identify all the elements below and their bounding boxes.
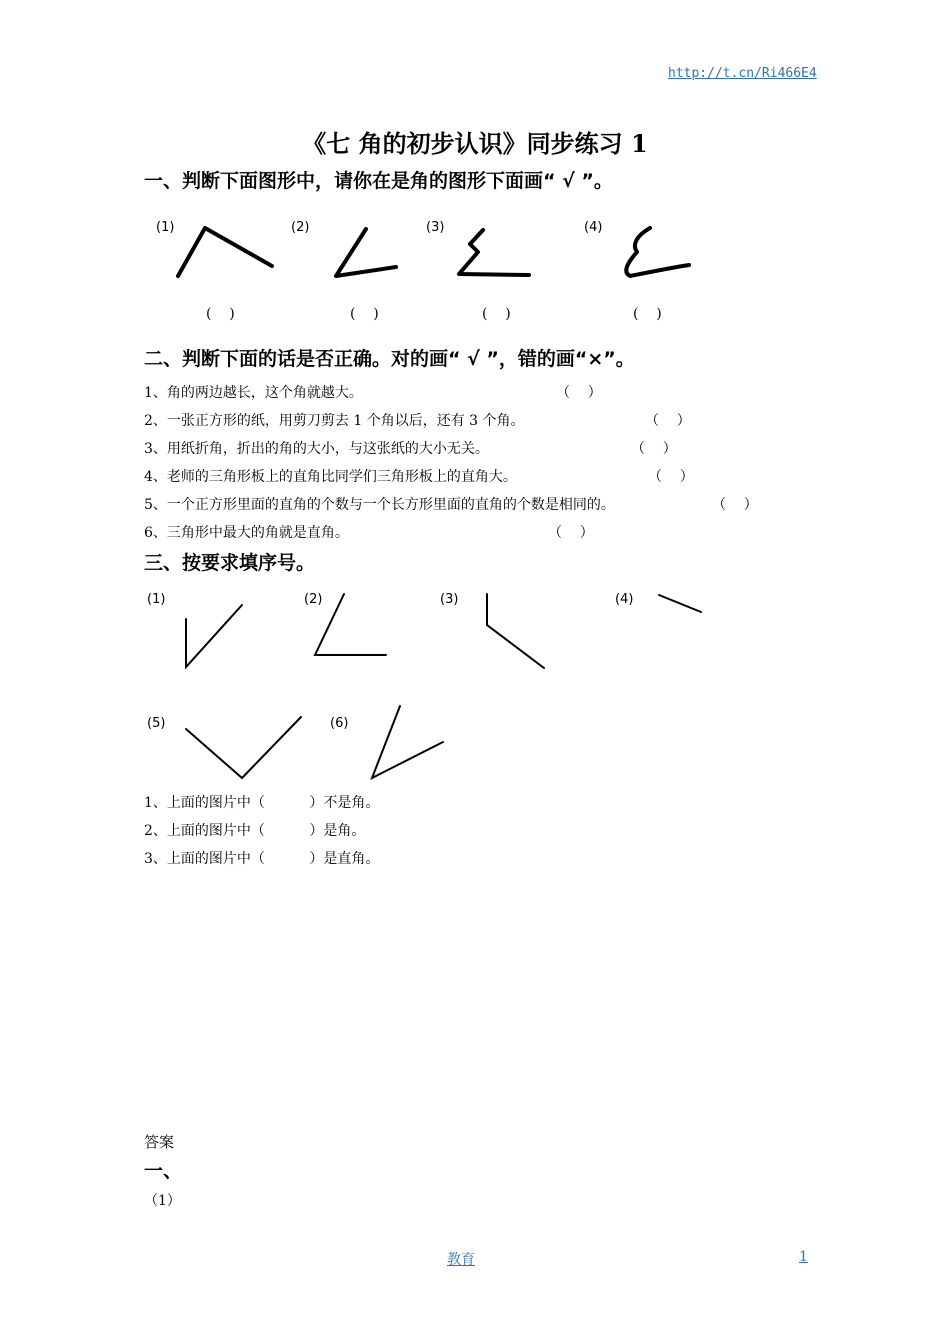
section1-answer-paren-2[interactable]: ( ) — [350, 306, 379, 322]
section3-figure-2 — [315, 594, 386, 655]
section2-item-2: 2、一张正方形的纸，用剪刀剪去 1 个角以后，还有 3 个角。 — [144, 413, 525, 429]
section2-answer-paren-4[interactable]: （ ） — [648, 469, 694, 485]
section2-answer-paren-5[interactable]: （ ） — [712, 497, 758, 513]
section1-figure-label-4: (4) — [584, 220, 603, 235]
section2-heading: 二、判断下面的话是否正确。对的画“ √ ”，错的画“×”。 — [144, 348, 635, 370]
section3-figure-4 — [659, 595, 701, 612]
section2-item-3: 3、用纸折角，折出的角的大小，与这张纸的大小无关。 — [144, 441, 489, 457]
section1-figure-label-3: (3) — [426, 220, 445, 235]
section3-figure-1 — [186, 605, 242, 667]
section2-answer-paren-1[interactable]: （ ） — [556, 385, 602, 401]
page-title: 《七 角的初步认识》同步练习 1 — [302, 129, 648, 158]
answers-item-1: （1） — [144, 1193, 181, 1209]
section1-figure-label-1: (1) — [156, 220, 175, 235]
header-url-link[interactable]: http://t.cn/Ri466E4 — [668, 66, 817, 81]
section1-answer-paren-3[interactable]: ( ) — [482, 306, 511, 322]
section2-item-5: 5、一个正方形里面的直角的个数与一个长方形里面的直角的个数是相同的。 — [144, 497, 615, 513]
section2-item-6: 6、三角形中最大的角就是直角。 — [144, 525, 349, 541]
footer-center-link[interactable]: 教育 — [447, 1252, 475, 1268]
section2-answer-paren-6[interactable]: （ ） — [548, 525, 594, 541]
section2-answer-paren-3[interactable]: （ ） — [631, 441, 677, 457]
section3-question-2: 2、上面的图片中（ ）是角。 — [144, 823, 366, 839]
section2-answer-paren-2[interactable]: （ ） — [645, 413, 691, 429]
section1-figure-1 — [178, 228, 272, 276]
section3-question-1: 1、上面的图片中（ ）不是角。 — [144, 795, 380, 811]
section2-item-4: 4、老师的三角形板上的直角比同学们三角形板上的直角大。 — [144, 469, 517, 485]
footer-page-number: 1 — [799, 1249, 808, 1265]
section3-heading: 三、按要求填序号。 — [144, 552, 316, 574]
section3-figure-6 — [372, 706, 443, 778]
section1-figure-label-2: (2) — [291, 220, 310, 235]
section1-figure-3 — [459, 230, 529, 275]
section3-figure-label-1: (1) — [147, 592, 166, 607]
section1-figure-2 — [336, 229, 396, 276]
answers-section-heading: 一、 — [144, 1160, 183, 1182]
section1-heading: 一、判断下面图形中，请你在是角的图形下面画“ √ ”。 — [144, 170, 613, 192]
section3-figure-label-5: (5) — [147, 716, 166, 731]
section1-answer-paren-4[interactable]: ( ) — [633, 306, 662, 322]
section3-question-3: 3、上面的图片中（ ）是直角。 — [144, 851, 380, 867]
section1-figure-4 — [626, 228, 689, 276]
section2-item-1: 1、角的两边越长，这个角就越大。 — [144, 385, 363, 401]
section1-answer-paren-1[interactable]: ( ) — [206, 306, 235, 322]
answers-label: 答案 — [144, 1133, 175, 1151]
section3-figure-label-2: (2) — [304, 592, 323, 607]
section3-figure-label-3: (3) — [440, 592, 459, 607]
section3-figure-3 — [487, 594, 544, 668]
section3-figure-label-6: (6) — [330, 716, 349, 731]
section3-figure-label-4: (4) — [615, 592, 634, 607]
section3-figure-5 — [186, 717, 301, 778]
